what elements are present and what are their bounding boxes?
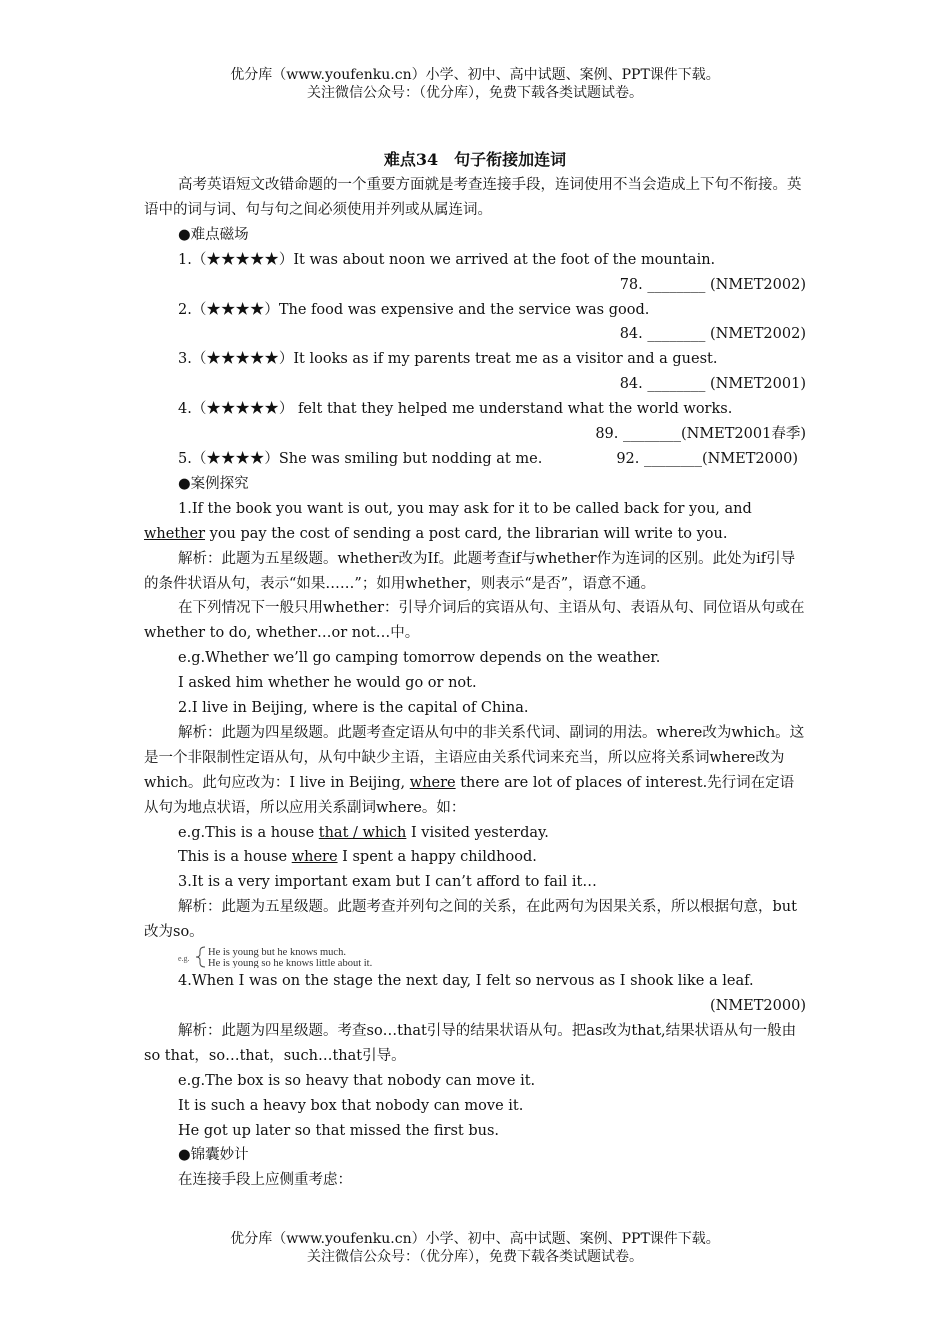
case-2-example-1: e.g.This is a house that / which I visited yesterday. bbox=[178, 824, 549, 841]
case-1-example-2: I asked him whether he would go or not. bbox=[178, 675, 477, 692]
case-1-sentence: 1.If the book you want is out, you may ask for it to be called back for you, and whether you pay the cost of sending a post card, the librarian will write to you. bbox=[144, 500, 752, 542]
eg-line-2: He is young so he knows little about it. bbox=[208, 958, 373, 969]
question-2: 2.（★★★★）The food was expensive and the service was good. bbox=[178, 301, 650, 318]
question-1-answer: 78. ________ (NMET2002) bbox=[619, 276, 806, 293]
page-header bbox=[0, 66, 950, 102]
case-3-sentence: 3.It is a very important exam but I can’t afford to fail it… bbox=[178, 874, 597, 891]
closing-line: 在连接手段上应侧重考虑： bbox=[178, 1172, 352, 1189]
case-3-example-image bbox=[144, 945, 806, 969]
case-4-example-1: e.g.The box is so heavy that nobody can move it. bbox=[178, 1072, 536, 1089]
question-3: 3.（★★★★★）It looks as if my parents treat me as a visitor and a guest. bbox=[178, 351, 718, 368]
header-line-1: 优分库（www.youfenku.cn）小学、初中、高中试题、案例、PPT课件下载。 bbox=[230, 67, 720, 83]
footer-line-2: 关注微信公众号：（优分库），免费下载各类试题试卷。 bbox=[307, 1249, 643, 1265]
case-1-example-1: e.g.Whether we’ll go camping tomorrow depends on the weather. bbox=[178, 650, 661, 667]
case-2-analysis: 解析：此题为四星级题。此题考查定语从句中的非关系代词、副词的用法。where改为which。这是一个非限制性定语从句，从句中缺少主语，主语应由关系代词来充当，所以应将关系词where改为which。此句应改为：I live in Beijing, where there are lot of places of interest.先行词在定语从句为地点状语，所以应用关系副词where。如： bbox=[144, 724, 805, 816]
question-4-answer: 89. ________(NMET2001春季) bbox=[595, 426, 806, 443]
page-footer bbox=[0, 1230, 950, 1266]
underlined-word: where bbox=[291, 849, 338, 866]
question-3-answer: 84. ________ (NMET2001) bbox=[619, 376, 806, 393]
curly-brace-icon bbox=[196, 947, 205, 967]
underlined-word: that / which bbox=[318, 824, 407, 841]
header-line-2: 关注微信公众号：（优分库），免费下载各类试题试卷。 bbox=[307, 85, 643, 101]
question-5: 5.（★★★★）She was smiling but nodding at me. bbox=[178, 450, 543, 467]
question-5-row bbox=[144, 447, 806, 472]
intro-paragraph: 高考英语短文改错命题的一个重要方面就是考查连接手段，连词使用不当会造成上下句不衔接。英语中的词与词、句与句之间必须使用并列或从属连词。 bbox=[144, 177, 802, 218]
case-2-sentence: 2.I live in Beijing, where is the capital of China. bbox=[178, 700, 529, 717]
eg-label: e.g. bbox=[178, 954, 190, 964]
case-4-example-3: He got up later so that missed the first bus. bbox=[178, 1122, 500, 1139]
brace-example-figure bbox=[178, 946, 538, 968]
section-heading-tips: ●锦囊妙计 bbox=[178, 1147, 249, 1164]
case-1-analysis: 解析：此题为五星级题。whether改为If。此题考查if与whether作为连词的区别。此处为if引导的条件状语从句，表示“如果……”；如用whether，则表示“是否”，语意不通。 bbox=[144, 550, 796, 592]
case-4-source: (NMET2000) bbox=[709, 998, 806, 1014]
underlined-word: where bbox=[409, 774, 456, 791]
footer-line-1: 优分库（www.youfenku.cn）小学、初中、高中试题、案例、PPT课件下载。 bbox=[230, 1231, 720, 1247]
section-heading-difficulty: ●难点磁场 bbox=[178, 226, 249, 243]
question-4: 4.（★★★★★） felt that they helped me understand what the world works. bbox=[178, 401, 733, 418]
page-title: 难点34 句子衔接加连词 bbox=[383, 150, 567, 169]
document-body bbox=[144, 148, 806, 1193]
case-3-analysis: 解析：此题为五星级题。此题考查并列句之间的关系，在此两句为因果关系，所以根据句意，but改为so。 bbox=[144, 899, 797, 941]
case-4-analysis: 解析：此题为四星级题。考查so…that引导的结果状语从句。把as改为that,结果状语从句一般由so that，so…that，such…that引导。 bbox=[144, 1022, 797, 1064]
question-5-answer: 92. ________(NMET2000) bbox=[616, 450, 798, 467]
eg-line-1: He is young but he knows much. bbox=[208, 947, 346, 959]
section-heading-cases: ●案例探究 bbox=[178, 475, 249, 492]
case-4-example-2: It is such a heavy box that nobody can move it. bbox=[178, 1097, 524, 1114]
question-2-answer: 84. ________ (NMET2002) bbox=[619, 326, 806, 343]
case-2-example-2: This is a house where I spent a happy childhood. bbox=[178, 849, 537, 866]
case-4-sentence: 4.When I was on the stage the next day, I felt so nervous as I shook like a leaf. bbox=[178, 973, 754, 990]
question-1: 1.（★★★★★）It was about noon we arrived at the foot of the mountain. bbox=[178, 251, 716, 268]
case-1-note: 在下列情况下一般只用whether：引导介词后的宾语从句、主语从句、表语从句、同位语从句或在whether to do, whether…or not…中。 bbox=[144, 600, 805, 642]
underlined-word: whether bbox=[144, 525, 206, 542]
